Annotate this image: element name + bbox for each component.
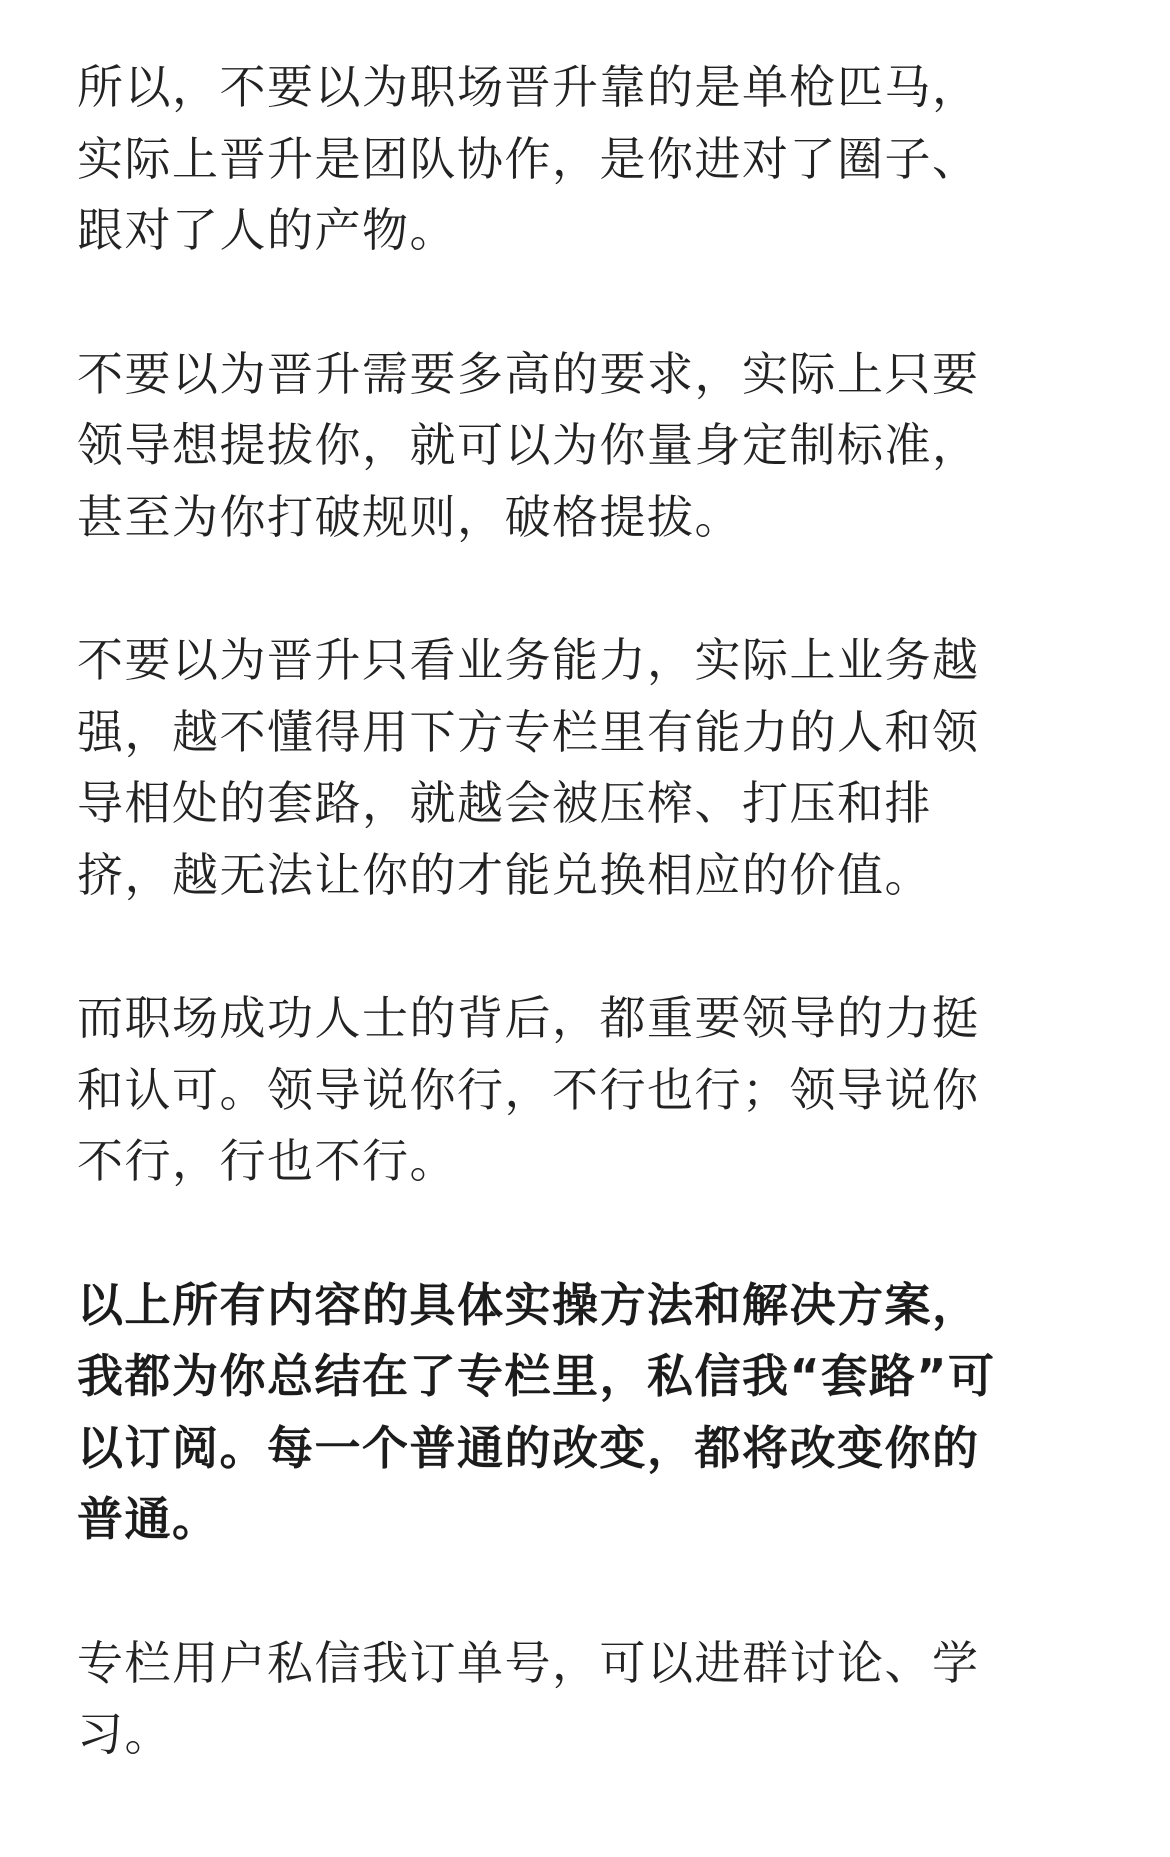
paragraph-5-emphasis (77, 1270, 1077, 1556)
text-line: 导相处的套路，就越会被压榨、打压和排 (77, 776, 932, 830)
text-line: 甚至为你打破规则，破格提拔。 (77, 489, 742, 544)
text-line: 领导想提拔你，就可以为你量身定制标准， (77, 418, 980, 472)
text-line: 以订阅。每一个普通的改变，都将改变你的 (77, 1420, 980, 1475)
text-line: 普通。 (77, 1492, 220, 1546)
text-line: 所以，不要以为职场晋升靠的是单枪匹马， (77, 60, 980, 114)
text-line: 我都为你总结在了专栏里，私信我“套路”可 (77, 1349, 996, 1403)
text-line: 而职场成功人士的背后，都重要领导的力挺 (77, 991, 980, 1045)
article-body (77, 52, 1077, 1771)
paragraph-4 (77, 983, 1077, 1198)
text-line: 不要以为晋升需要多高的要求，实际上只要 (77, 346, 980, 401)
paragraph-2 (77, 339, 1077, 554)
text-line: 专栏用户私信我订单号，可以进群讨论、学 (77, 1635, 980, 1690)
text-line: 不要以为晋升只看业务能力，实际上业务越 (77, 633, 980, 687)
text-line: 实际上晋升是团队协作，是你进对了圈子、 (77, 131, 980, 186)
paragraph-1 (77, 52, 1077, 267)
text-line: 强，越不懂得用下方专栏里有能力的人和领 (77, 704, 980, 759)
text-line: 以上所有内容的具体实操方法和解决方案， (77, 1277, 980, 1332)
paragraph-3 (77, 625, 1077, 911)
text-line: 跟对了人的产物。 (77, 203, 457, 257)
text-line: 和认可。领导说你行，不行也行；领导说你 (77, 1062, 980, 1117)
text-line: 不行，行也不行。 (77, 1134, 457, 1188)
text-line: 挤，越无法让你的才能兑换相应的价值。 (77, 847, 932, 902)
paragraph-6 (77, 1628, 1077, 1771)
text-line: 习。 (77, 1707, 172, 1761)
